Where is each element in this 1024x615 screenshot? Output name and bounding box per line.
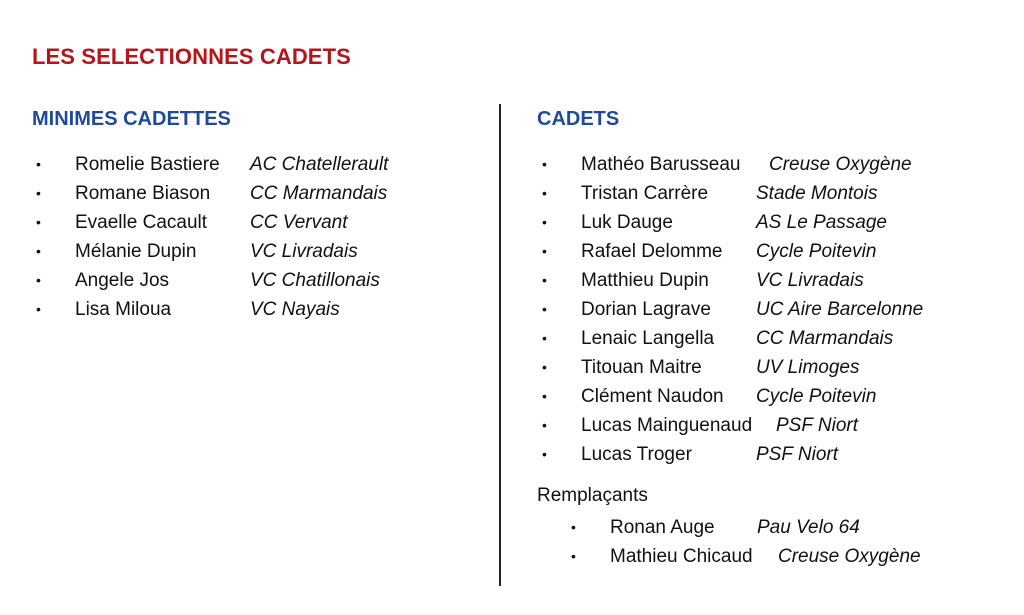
list-item <box>542 295 1012 324</box>
list-item <box>36 208 476 237</box>
bullet: • <box>542 301 547 317</box>
bullet: • <box>542 243 547 259</box>
rider-club: Cycle Poitevin <box>756 386 877 407</box>
bullet: • <box>542 330 547 346</box>
rider-name: Mathieu Chicaud <box>610 546 753 567</box>
list-item <box>542 324 1012 353</box>
bullet: • <box>542 156 547 172</box>
list-item <box>571 542 1011 571</box>
bullet: • <box>36 156 41 172</box>
rider-name: Lisa Miloua <box>75 299 172 320</box>
list-item <box>571 513 1011 542</box>
bullet: • <box>571 548 576 564</box>
rider-name: Romane Biason <box>75 183 211 204</box>
list-item <box>542 208 1012 237</box>
rider-club: UC Aire Barcelonne <box>756 299 924 320</box>
list-item <box>542 411 1012 440</box>
bullet: • <box>36 272 41 288</box>
rider-club: PSF Niort <box>776 415 859 436</box>
bullet: • <box>36 214 41 230</box>
rider-name: Evaelle Cacault <box>75 212 208 233</box>
rider-name: Tristan Carrère <box>581 183 709 204</box>
minimes-cadettes-heading: MINIMES CADETTES <box>32 108 231 130</box>
cadets-list <box>542 150 1012 469</box>
rider-club: Creuse Oxygène <box>769 154 912 175</box>
rider-club: Creuse Oxygène <box>778 546 921 567</box>
bullet: • <box>36 185 41 201</box>
substitutes-list <box>571 513 1011 571</box>
rider-name: Lenaic Langella <box>581 328 715 349</box>
rider-club: VC Chatillonais <box>250 270 380 291</box>
rider-club: VC Livradais <box>250 241 358 262</box>
rider-club: Pau Velo 64 <box>757 517 860 538</box>
list-item <box>36 237 476 266</box>
list-item <box>36 266 476 295</box>
rider-name: Clément Naudon <box>581 386 724 407</box>
bullet: • <box>542 214 547 230</box>
rider-name: Luk Dauge <box>581 212 673 233</box>
bullet: • <box>542 185 547 201</box>
list-item <box>542 150 1012 179</box>
list-item <box>542 179 1012 208</box>
bullet: • <box>542 359 547 375</box>
rider-club: CC Marmandais <box>250 183 388 204</box>
rider-club: CC Vervant <box>250 212 348 233</box>
list-item <box>542 440 1012 469</box>
rider-club: Cycle Poitevin <box>756 241 877 262</box>
rider-club: VC Nayais <box>250 299 340 320</box>
rider-name: Mélanie Dupin <box>75 241 197 262</box>
rider-name: Romelie Bastiere <box>75 154 220 175</box>
rider-club: UV Limoges <box>756 357 860 378</box>
rider-name: Lucas Troger <box>581 444 692 465</box>
list-item <box>36 295 476 324</box>
rider-club: PSF Niort <box>756 444 839 465</box>
rider-club: AS Le Passage <box>756 212 887 233</box>
list-item <box>542 382 1012 411</box>
list-item <box>542 353 1012 382</box>
bullet: • <box>542 446 547 462</box>
rider-name: Angele Jos <box>75 270 170 291</box>
minimes-cadettes-list <box>36 150 476 324</box>
rider-name: Mathéo Barusseau <box>581 154 741 175</box>
rider-name: Ronan Auge <box>610 517 715 538</box>
list-item <box>36 179 476 208</box>
rider-name: Matthieu Dupin <box>581 270 709 291</box>
substitutes-label: Remplaçants <box>537 485 648 506</box>
bullet: • <box>571 519 576 535</box>
rider-club: CC Marmandais <box>756 328 894 349</box>
rider-club: Stade Montois <box>756 183 878 204</box>
rider-name: Rafael Delomme <box>581 241 723 262</box>
rider-name: Titouan Maitre <box>581 357 702 378</box>
bullet: • <box>542 388 547 404</box>
bullet: • <box>36 301 41 317</box>
bullet: • <box>36 243 41 259</box>
list-item <box>542 237 1012 266</box>
bullet: • <box>542 417 547 433</box>
bullet: • <box>542 272 547 288</box>
column-divider <box>499 104 501 586</box>
list-item <box>36 150 476 179</box>
rider-club: VC Livradais <box>756 270 864 291</box>
page-title: LES SELECTIONNES CADETS <box>32 44 351 69</box>
cadets-heading: CADETS <box>537 108 620 130</box>
rider-name: Lucas Mainguenaud <box>581 415 753 436</box>
list-item <box>542 266 1012 295</box>
rider-club: AC Chatellerault <box>250 154 389 175</box>
rider-name: Dorian Lagrave <box>581 299 711 320</box>
